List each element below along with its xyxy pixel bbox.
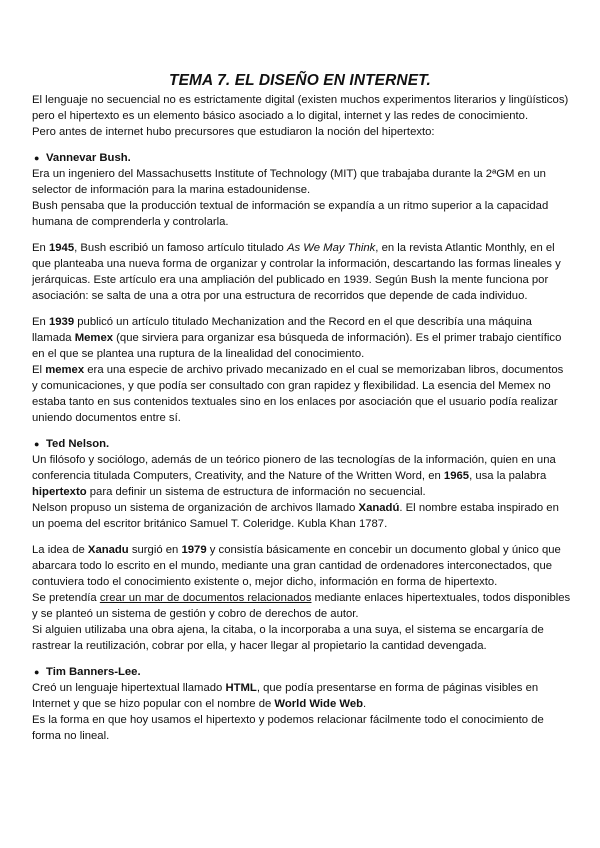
text-run: , Bush escribió un famoso artículo titulado: [74, 242, 287, 254]
text-line: [32, 680, 572, 696]
bold-text: 1965: [443, 470, 470, 482]
text-run: jerárquicas. Este artículo era una ampliación del publicado en 1939. Según Bush la mente funciona por: [32, 274, 549, 286]
text-run: Pero antes de internet hubo precursores que estudiaron la noción del hipertexto:: [32, 126, 435, 138]
text-run: .: [363, 698, 367, 710]
bullet-icon: ●: [34, 439, 40, 449]
bold-text: hipertexto: [32, 486, 87, 498]
text-run: Es la forma en que hoy usamos el hipertexto y podemos relacionar fácilmente todo el conocimiento de: [32, 714, 544, 726]
text-line: [32, 314, 572, 330]
text-line: [32, 256, 572, 272]
text-run: . El nombre estaba inspirado en: [399, 502, 559, 514]
text-run: Vannevar Bush.: [46, 152, 131, 164]
text-run: El: [32, 364, 46, 376]
text-line: [32, 272, 572, 288]
text-line: [32, 362, 572, 378]
text-line: [32, 664, 572, 680]
text-line: [32, 166, 572, 182]
text-line: [32, 410, 572, 426]
text-run: asociación: se salta de una a otra por una estructura de recorridos que depende de cada individuo.: [32, 290, 528, 302]
text-line: [32, 468, 572, 484]
text-run: forma no lineal.: [32, 730, 110, 742]
text-line: [32, 590, 572, 606]
text-line: [32, 346, 572, 362]
document-body: [32, 92, 572, 744]
text-run: Se pretendía: [32, 592, 100, 604]
text-line: [32, 240, 572, 256]
text-line: [32, 92, 572, 108]
text-line: [32, 696, 572, 712]
text-line: [32, 712, 572, 728]
text-line: [32, 500, 572, 516]
text-run: un poema del escritor británico Samuel T. Coleridge. Kubla Khan 1787.: [32, 518, 388, 530]
paragraph: [32, 166, 572, 230]
bold-text: Memex: [74, 332, 114, 344]
text-run: , que podía presentarse en forma de páginas visibles en: [256, 682, 539, 694]
text-line: [32, 516, 572, 532]
text-line: [32, 378, 572, 394]
text-run: y comunicaciones, y que podía ser consultado con gran rapidez y flexibilidad. La esencia del Memex no: [32, 380, 551, 392]
text-run: era una especie de archivo privado mecanizado en el cual se memorizaban libros, documentos: [84, 364, 564, 376]
paragraph: [32, 314, 572, 426]
text-line: [32, 124, 572, 140]
text-run: La idea de: [32, 544, 88, 556]
text-line: [32, 574, 572, 590]
text-run: uniendo documentos entre sí.: [32, 412, 181, 424]
text-run: Era un ingeniero del Massachusetts Institute of Technology (MIT) que trabajaba durante la 2ªGM en un: [32, 168, 546, 180]
bold-text: 1939: [48, 316, 75, 328]
text-line: [32, 288, 572, 304]
text-run: llamada: [32, 332, 75, 344]
bold-text: memex: [45, 364, 85, 376]
text-run: Ted Nelson.: [46, 438, 110, 450]
text-run: humana de comprenderla y controlarla.: [32, 216, 229, 228]
paragraph: [32, 542, 572, 654]
section-heading: [32, 436, 572, 452]
text-line: [32, 108, 572, 124]
text-run: Tim Banners-Lee.: [46, 666, 141, 678]
text-run: pero el hipertexto es un elemento básico asociado a lo digital, internet y las redes de conocimiento.: [32, 110, 529, 122]
text-run: Un filósofo y sociólogo, además de un teórico pionero de las tecnologías de la información, quien en una: [32, 454, 556, 466]
text-run: Bush pensaba que la producción textual de información se expandía a un ritmo superior a la capacidad: [32, 200, 549, 212]
text-line: [32, 214, 572, 230]
bold-text: HTML: [225, 682, 257, 694]
text-line: [32, 436, 572, 452]
text-run: contuviera todo el conocimiento existente o, mejor dicho, información en forma de hipertexto.: [32, 576, 498, 588]
text-line: [32, 606, 572, 622]
text-run: estaba tanto en sus contenidos textuales sino en los enlaces por asociación que el usuario podía realizar: [32, 396, 558, 408]
text-run: que planteaba una nueva forma de organizar y controlar la información, descartando las formas lineales y: [32, 258, 561, 270]
text-run: publicó un artículo titulado Mechanization and the Record en el que describía una máquina: [74, 316, 532, 328]
bold-text: Xanadu: [87, 544, 129, 556]
text-line: [32, 182, 572, 198]
page-title: TEMA 7. EL DISEÑO EN INTERNET.: [169, 72, 431, 89]
bullet-icon: ●: [34, 667, 40, 677]
text-line: [32, 452, 572, 468]
text-line: [32, 150, 572, 166]
text-run: mediante enlaces hipertextuales, todos disponibles: [311, 592, 571, 604]
text-line: [32, 394, 572, 410]
text-run: surgió en: [128, 544, 182, 556]
bold-text: Xanadú: [358, 502, 400, 514]
text-run: selector de información para la marina estadounidense.: [32, 184, 311, 196]
bold-text: 1945: [48, 242, 75, 254]
italic-text: As We May Think: [286, 242, 376, 254]
text-line: [32, 330, 572, 346]
text-run: para definir un sistema de estructura de información no secuencial.: [86, 486, 426, 498]
text-run: Creó un lenguaje hipertextual llamado: [32, 682, 226, 694]
underlined-text: crear un mar de documentos relacionados: [99, 592, 312, 604]
text-run: Nelson propuso un sistema de organización de archivos llamado: [32, 502, 359, 514]
text-run: , en la revista Atlantic Monthly, en el: [375, 242, 555, 254]
section-heading: [32, 150, 572, 166]
text-line: [32, 638, 572, 654]
text-run: abarcara todo lo escrito en el mundo, mediante una gran cantidad de ordenadores interconectados, que: [32, 560, 553, 572]
paragraph: [32, 680, 572, 744]
text-run: En: [32, 242, 49, 254]
text-line: [32, 558, 572, 574]
text-run: El lenguaje no secuencial no es estrictamente digital (existen muchos experimentos literarios y lingüísticos): [32, 94, 569, 106]
bold-text: World Wide Web: [274, 698, 364, 710]
text-run: y se planteó un sistema de gestión y cobro de derechos de autor.: [32, 608, 359, 620]
section-heading: [32, 664, 572, 680]
text-run: en el que se plantea una ruptura de la linealidad del conocimiento.: [32, 348, 365, 360]
text-line: [32, 484, 572, 500]
text-line: [32, 728, 572, 744]
text-run: En: [32, 316, 49, 328]
text-run: Si alguien utilizaba una obra ajena, la citaba, o la incorporaba a una suya, el sistema se encargaría de: [32, 624, 544, 636]
text-run: , usa la palabra: [469, 470, 547, 482]
text-line: [32, 622, 572, 638]
text-run: rastrear la reutilización, cobrar por ella, y hacer llegar al propietario la cantidad devengada.: [32, 640, 487, 652]
paragraph: [32, 92, 572, 140]
paragraph: [32, 240, 572, 304]
bullet-icon: ●: [34, 153, 40, 163]
text-run: y consistía básicamente en concebir un documento global y único que: [206, 544, 561, 556]
text-run: Internet y que se hizo popular con el nombre de: [32, 698, 275, 710]
bold-text: 1979: [181, 544, 207, 556]
text-line: [32, 198, 572, 214]
paragraph: [32, 452, 572, 532]
text-run: conferencia titulada Computers, Creativity, and the Nature of the Written Word, en: [32, 470, 444, 482]
text-run: (que sirviera para organizar esa búsqueda de información). Es el primer trabajo científico: [113, 332, 562, 344]
text-line: [32, 542, 572, 558]
